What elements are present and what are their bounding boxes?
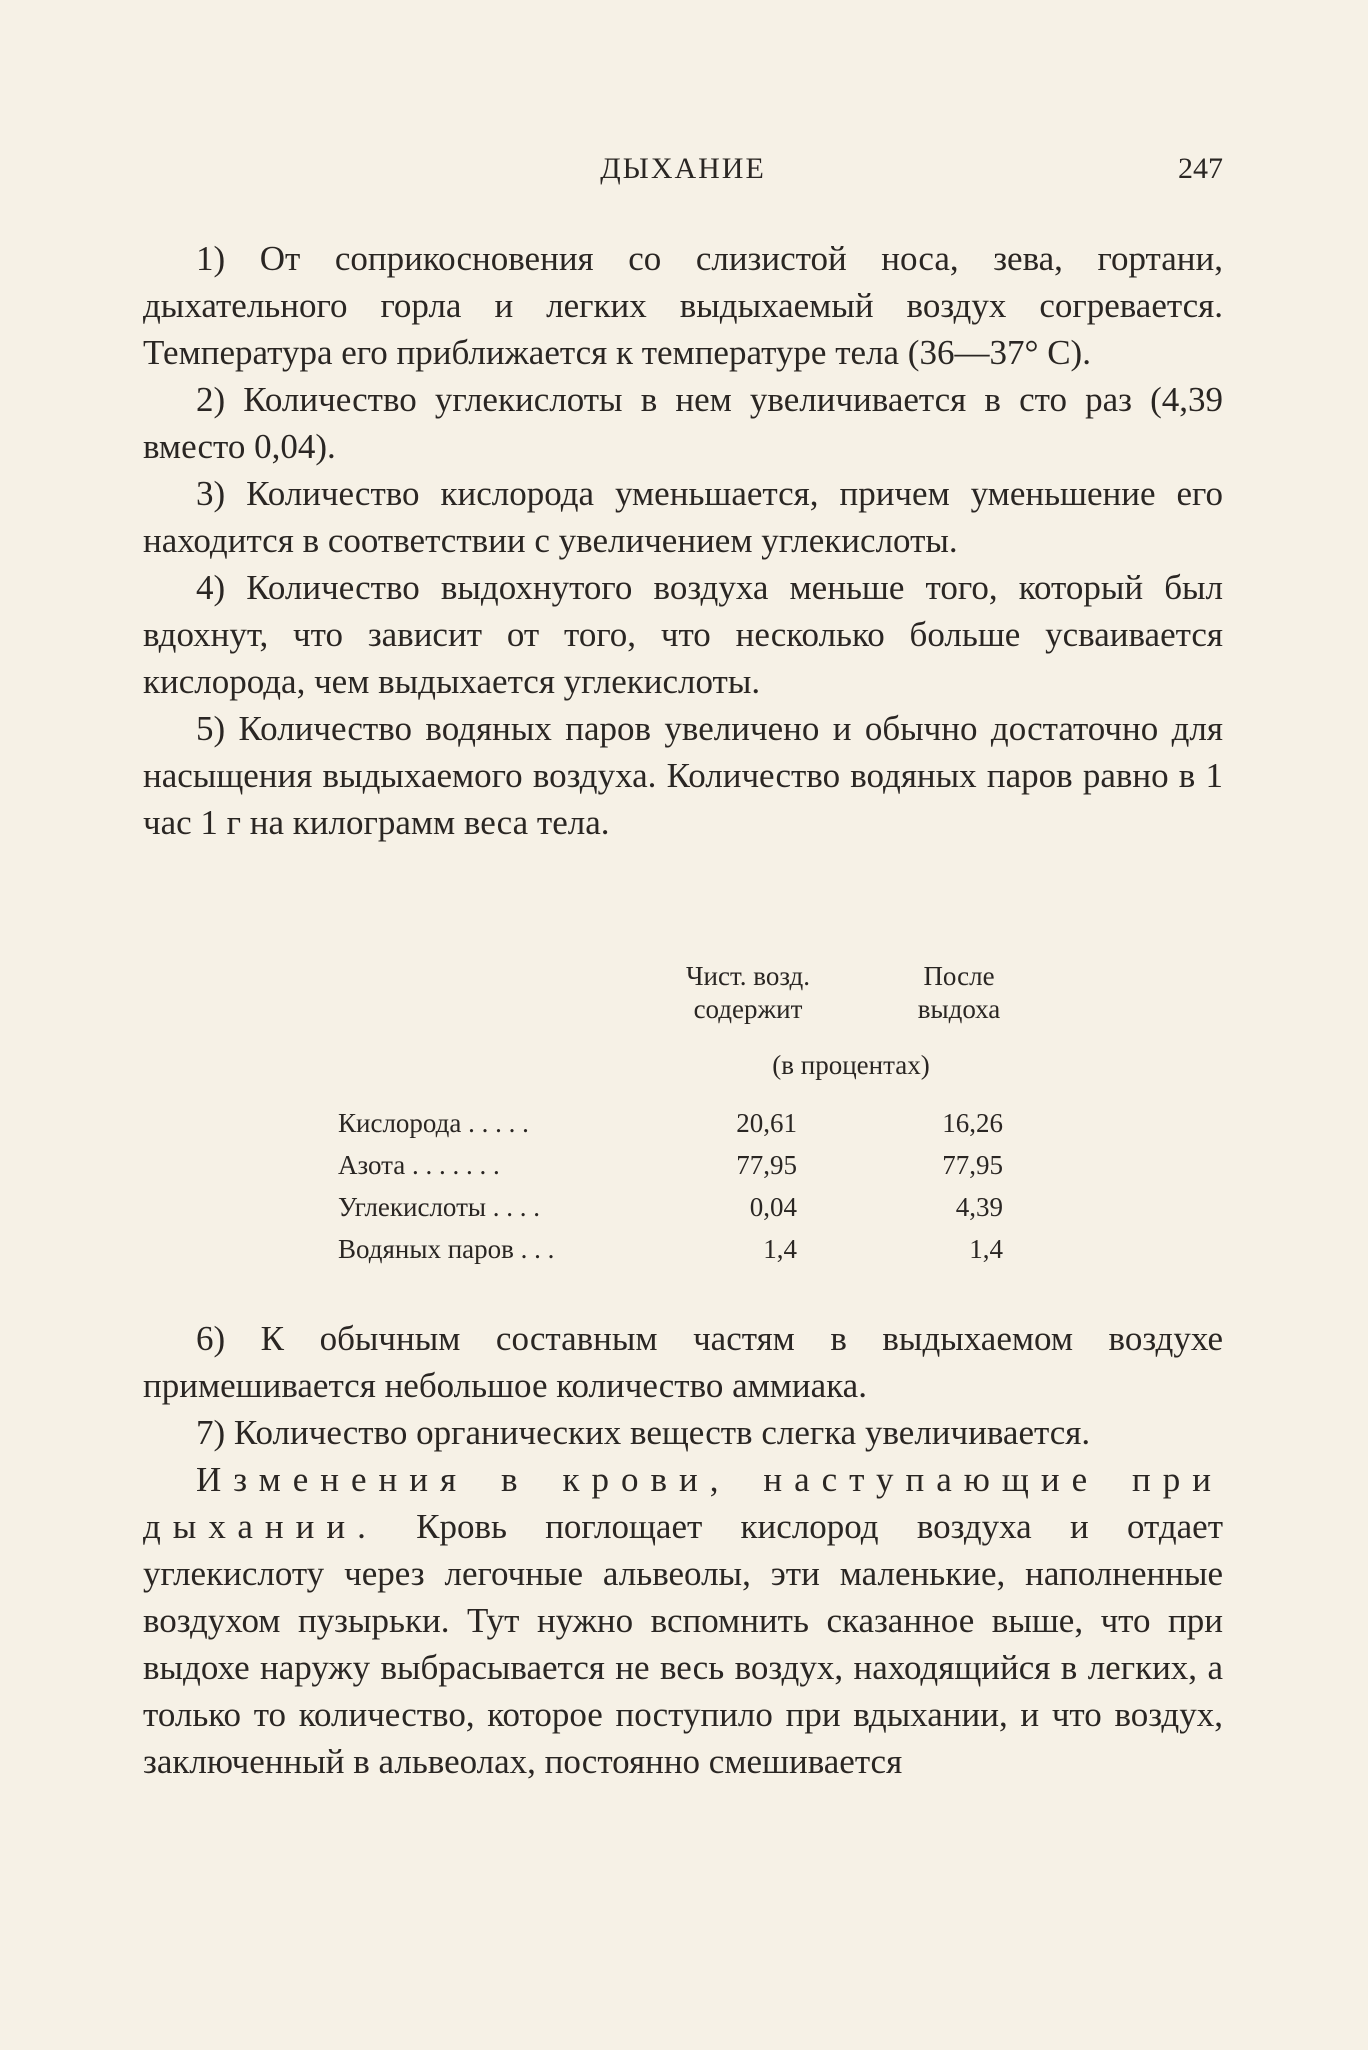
row-value-exhaled: 16,26 [942,1108,1003,1138]
table-unit-label: (в процентах) [772,1050,930,1080]
row-value-exhaled: 4,39 [955,1192,1003,1222]
section-paragraph [143,1456,1223,1785]
paragraph-7: 7) Количество органических веществ слегка увеличивается. [196,1413,1091,1452]
page-header [143,152,1223,192]
row-value-exhaled: 77,95 [942,1150,1003,1180]
column-header-exhaled [889,960,1029,1026]
paragraph-6: 6) К обычным составным частям в выдыхаемом воздухе примешивается небольшое количество аммиака. [143,1319,1223,1405]
page-number: 247 [1178,152,1223,185]
column-header-exhaled-line1: После [923,961,995,991]
column-header-clean-line2: содержит [693,994,803,1024]
section-text: Кровь поглощает кислород воздуха и отдает углекислоту через легочные альвеолы, эти маленькие, наполненные воздухом пузырьки. Тут нужно вспомнить сказанное выше, что при выдохе наружу выбрасывается не весь воздух, находящийся в легких, а только то количество, которое поступило при вдыхании, и что воздух, заключенный в альвеолах, постоянно смешивается [143,1507,1224,1781]
section-heading: Изменения в крови, наступающие при дыхании. [143,1460,1223,1546]
row-label: Кислорода . . . . . [338,1108,529,1138]
column-header-clean-line1: Чист. возд. [686,961,810,991]
row-value-exhaled: 1,4 [969,1234,1003,1264]
row-label: Углекислоты . . . . [338,1192,541,1222]
row-value-clean: 0,04 [749,1192,797,1222]
text-block-upper [143,235,1223,846]
paragraph-5: 5) Количество водяных паров увеличено и обычно достаточно для насыщения выдыхаемого воздуха. Количество водяных паров равно в 1 час 1 г на килограмм веса тела. [143,709,1223,842]
table-row [143,1192,1223,1234]
table-row [143,1234,1223,1276]
row-label: Водяных паров . . . [338,1234,555,1264]
row-value-clean: 77,95 [736,1150,797,1180]
running-title: ДЫХАНИЕ [600,152,766,185]
column-header-exhaled-line2: выдоха [917,994,1001,1024]
paragraph-2: 2) Количество углекислоты в нем увеличивается в сто раз (4,39 вместо 0,04). [143,380,1223,466]
column-header-clean-air [673,960,823,1026]
paragraph-3: 3) Количество кислорода уменьшается, причем уменьшение его находится в соответствии с увеличением углекислоты. [143,474,1223,560]
text-block-lower [143,1315,1223,1785]
row-value-clean: 20,61 [736,1108,797,1138]
paragraph-4: 4) Количество выдохнутого воздуха меньше того, который был вдохнут, что зависит от того, что несколько больше усваивается кислорода, чем выдыхается углекислоты. [143,568,1223,701]
row-value-clean: 1,4 [763,1234,797,1264]
paragraph-1: 1) От соприкосновения со слизистой носа, зева, гортани, дыхательного горла и легких выдыхаемый воздух согревается. Температура его приближается к температуре тела (36—37° С). [143,239,1223,372]
table-row [143,1108,1223,1150]
table-row [143,1150,1223,1192]
row-label: Азота . . . . . . . [338,1150,500,1180]
